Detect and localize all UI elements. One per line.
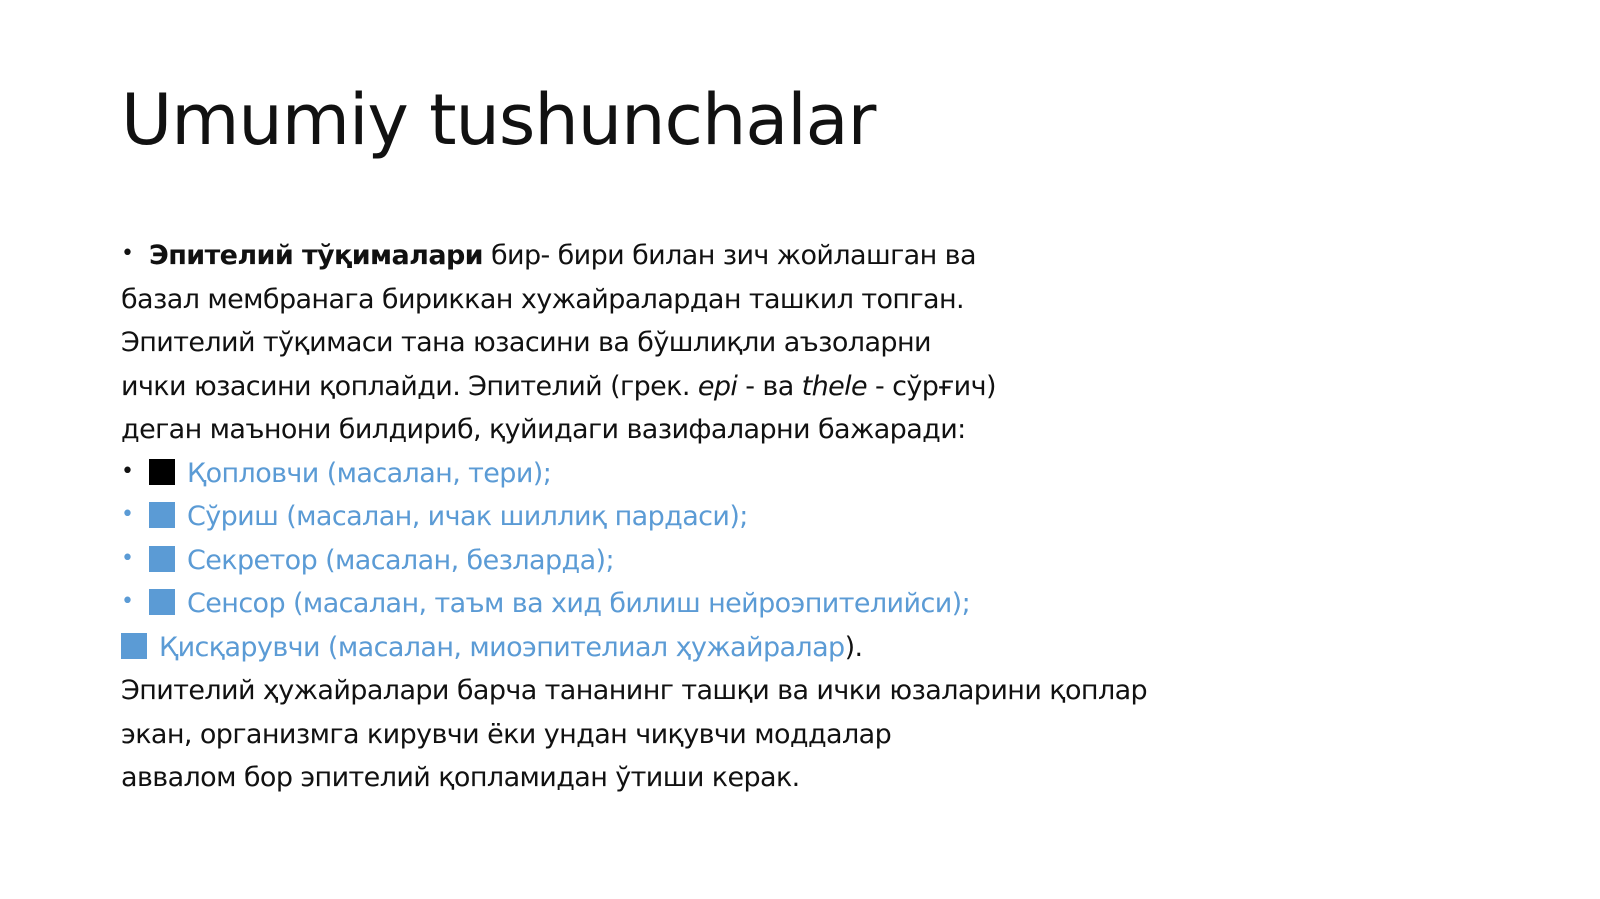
blue-square-icon [149, 589, 175, 615]
blue-square-icon [149, 502, 175, 528]
term-thele: thele [801, 370, 868, 402]
function-label: Сўриш (масалан, ичак шиллиқ пардаси); [187, 501, 748, 532]
bold-term: Эпителий тўқималари [149, 240, 483, 271]
bullet-icon: • [121, 458, 134, 484]
bullet-icon: • [121, 502, 134, 527]
intro-line-4 [121, 365, 1301, 409]
function-label: Секретор (масалан, безларда); [187, 544, 614, 576]
intro-text: ички юзасини қоплайди. Эпителий (грек. [121, 370, 698, 402]
intro-line-3: Эпителий тўқимаси тана юзасини ва бўшлиқли аъзоларни [121, 327, 931, 358]
conclusion-line-2: экан, организмга кирувчи ёки ундан чиқувчи моддалар [121, 718, 892, 750]
blue-square-icon [121, 633, 147, 659]
intro-line-2: базал мембранага бириккан хужайралардан ташкил топган. [121, 283, 965, 315]
function-item-covering [121, 452, 1301, 496]
function-item-contractile [121, 626, 1301, 670]
function-label: Қопловчи (масалан, тери); [187, 457, 552, 489]
function-item-secretory [121, 539, 1301, 583]
function-label: Қисқарувчи (масалан, миоэпителиал ҳужайралар [159, 631, 845, 663]
conclusion-line-3: аввалом бор эпителий қопламидан ўтиши керак. [121, 762, 800, 793]
intro-line-5: деган маънони билдириб, қуйидаги вазифаларни бажаради: [121, 414, 966, 445]
term-epi: epi [697, 370, 738, 402]
function-item-absorption [121, 495, 1301, 539]
bullet-icon: • [121, 545, 134, 571]
intro-text: - ва [737, 370, 802, 402]
function-item-sensory [121, 582, 1301, 626]
bullet-icon: • [121, 589, 134, 614]
black-square-icon [149, 459, 175, 485]
intro-line-1 [121, 234, 1301, 278]
slide-body [121, 234, 1301, 800]
function-label: Сенсор (масалан, таъм ва хид билиш нейроэпителийси); [187, 588, 971, 619]
blue-square-icon [149, 546, 175, 572]
intro-text: - сўрғич) [867, 370, 996, 402]
closing-punctuation: ). [844, 631, 863, 663]
conclusion-line-1: Эпителий ҳужайралари барча тананинг ташқи ва ички юзаларини қоплар [121, 675, 1148, 706]
slide-title: Umumiy tushunchalar [121, 79, 876, 161]
bullet-icon: • [121, 241, 134, 266]
intro-text: бир- бири билан зич жойлашган ва [482, 240, 976, 271]
